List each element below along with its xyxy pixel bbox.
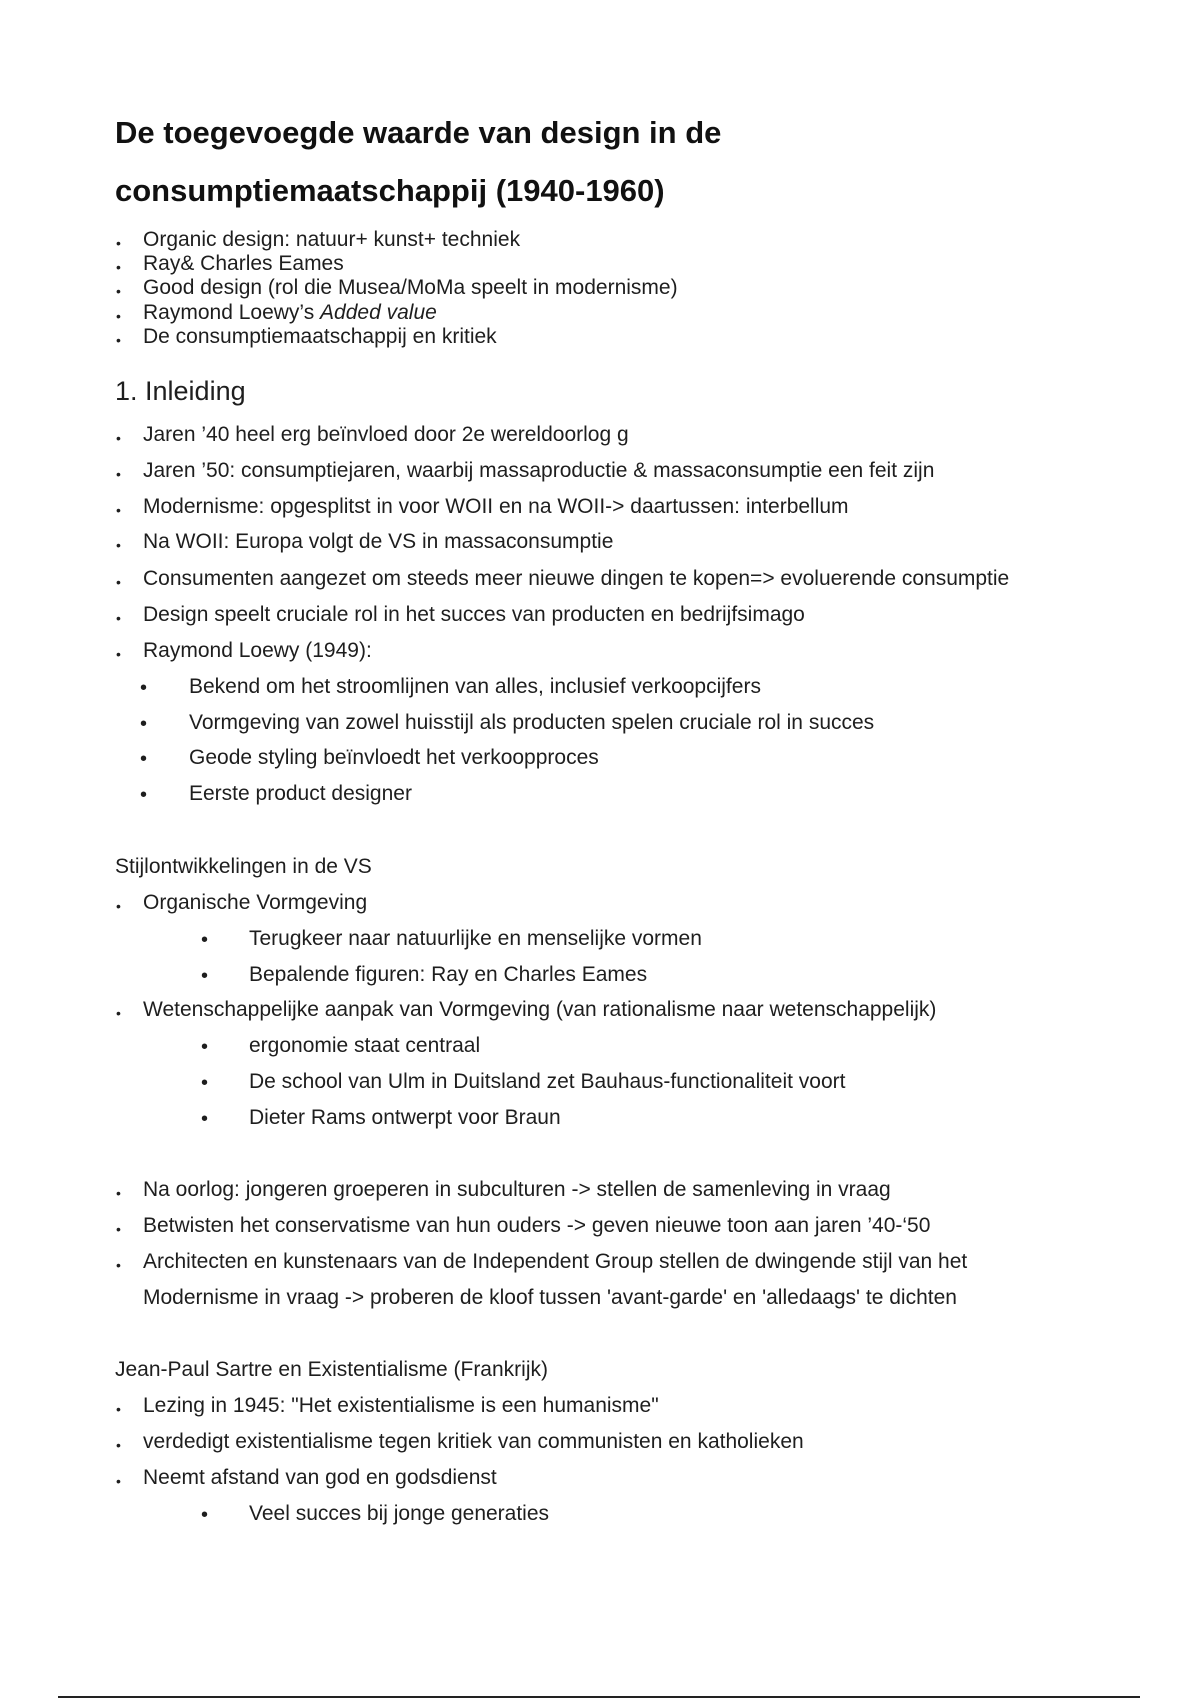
- bullet-icon: •: [116, 308, 121, 324]
- bullet-icon: •: [201, 1072, 209, 1094]
- bullet-icon: •: [140, 713, 148, 735]
- bullet-icon: •: [140, 677, 148, 699]
- bullet-icon: •: [116, 332, 121, 348]
- document-title-line-1: De toegevoegde waarde van design in de: [115, 115, 722, 150]
- bullet-icon: •: [116, 430, 121, 446]
- bullet-icon: •: [116, 646, 121, 662]
- bullet-icon: •: [116, 1401, 121, 1417]
- bullet-icon: •: [201, 929, 209, 951]
- bullet-icon: •: [201, 1504, 209, 1526]
- bullet-icon: •: [116, 1221, 121, 1237]
- bullet-icon: •: [116, 235, 121, 251]
- bullet-icon: •: [201, 1036, 209, 1058]
- bullet-icon: •: [116, 610, 121, 626]
- bullet-icon: •: [116, 537, 121, 553]
- bullet-icon: •: [116, 898, 121, 914]
- document-page: De toegevoegde waarde van design in de consumptiemaatschappij (1940-1960) • Organic design: natuur+ kunst+ techniek • Ray& Charles Eames • Good design (rol die Musea/MoMa speelt in modernisme) • Raymond Loewy’s Added value • De consumptiemaatschappij en kritiek 1. Inleiding • Jaren ’40 heel erg beïnvloed door 2e wereldoorlog g • Jaren ’50: consumptiejaren, waarbij massaproductie & massaconsumptie een feit zijn • Modernisme: opgesplitst in voor WOII en na WOII-> daartussen: interbellum • Na WOII: Europa volgt de VS in massaconsumptie • Consumenten aangezet om steeds meer nieuwe dingen te kopen=> evoluerende consumptie • Design speelt cruciale rol in het succes van producten en bedrijfsimago • Raymond Loewy (1949): • Bekend om het stroomlijnen van alles, inclusief verkoopcijfers • Vormgeving van zowel huisstijl als producten spelen cruciale rol in succes • Geode styling beïnvloedt het verkoopproces • Eerste product designer Stijlontwikkelingen in de VS • Organische Vormgeving • Terugkeer naar natuurlijke en menselijke vormen • Bepalende figuren: Ray en Charles Eames • Wetenschappelijke aanpak van Vormgeving (van rationalisme naar wetenschappelijk) • ergonomie staat centraal • De school van Ulm in Duitsland zet Bauhaus-functionaliteit voort • Dieter Rams ontwerpt voor Braun • Na oorlog: jongeren groeperen in subculturen -> stellen de samenleving in vraag • Betwisten het conservatisme van hun ouders -> geven nieuwe toon aan jaren ’40-‘50 • Architecten en kunstenaars van de Independent Group stellen de dwingende stijl van het Modernisme in vraag -> proberen de kloof tussen 'avant-garde' en 'alledaags' te dichten Jean-Paul Sartre en Existentialisme (Frankrijk) • Lezing in 1945: "Het existentialisme is een humanisme" • verdedigt existentialisme tegen kritiek van communisten en katholieken • Neemt afstand van god en godsdienst • Veel succes bij jonge generaties: [0, 0, 1200, 1700]
- bullet-icon: •: [116, 283, 121, 299]
- bullet-icon: •: [116, 574, 121, 590]
- bottom-divider: [58, 1696, 1140, 1698]
- document-title-line-2: consumptiemaatschappij (1940-1960): [115, 173, 665, 208]
- section-heading-inleiding: 1. Inleiding: [115, 376, 246, 406]
- bullet-icon: •: [116, 1185, 121, 1201]
- bullet-icon: •: [116, 1437, 121, 1453]
- subheading-stijlontwikkelingen: Stijlontwikkelingen in de VS: [115, 855, 372, 878]
- bullet-icon: •: [116, 1005, 121, 1021]
- bullet-icon: •: [116, 502, 121, 518]
- bullet-icon: •: [116, 1473, 121, 1489]
- bullet-icon: •: [116, 1257, 121, 1273]
- bullet-icon: •: [201, 965, 209, 987]
- bullet-icon: •: [140, 784, 148, 806]
- bullet-icon: •: [201, 1108, 209, 1130]
- emphasis-text: Added value: [320, 301, 437, 324]
- bullet-icon: •: [116, 259, 121, 275]
- subheading-sartre: Jean-Paul Sartre en Existentialisme (Frankrijk): [115, 1358, 548, 1381]
- bullet-icon: •: [140, 748, 148, 770]
- bullet-icon: •: [116, 466, 121, 482]
